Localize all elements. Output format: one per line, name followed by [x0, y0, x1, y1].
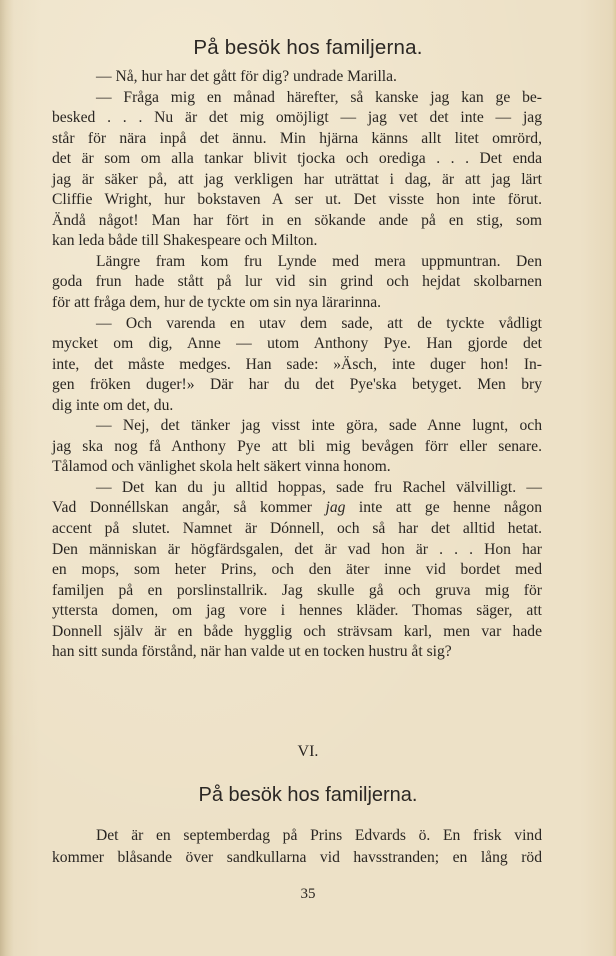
text-line: — Nå, hur har det gått för dig? undrade Marilla. [96, 68, 397, 85]
text-line: Längre fram kom fru Lynde med mera uppmuntran. Den [96, 252, 542, 270]
text-line: Den människan är högfärdsgalen, det är vad hon är . . . Hon har [52, 540, 542, 558]
text-line: goda frun hade stått på lur vid sin grind och hejdat skolbarnen [52, 273, 542, 291]
text-line: Ändå något! Man har fört in en sökande ande på en stig, som [52, 211, 542, 229]
text-line: besked . . . Nu är det mig omöjligt — jag vet det inte — jag [52, 109, 542, 127]
text-line: Vad Donnéllskan angår, så kommer jag inte att ge henne någon [52, 499, 542, 517]
text-line: Cliffie Wright, hur bokstaven A ser ut. Det visste hon inte förut. [52, 191, 542, 209]
text-line: yttersta domen, om jag vore i hennes kläder. Thomas säger, att [52, 602, 542, 620]
text-line: mycket om dig, Anne — utom Anthony Pye. Han gjorde det [52, 335, 542, 353]
text-line: jag ska nog få Anthony Pye att bli mig bevågen förr eller senare. [52, 437, 542, 455]
text-line: kommer blåsande över sandkullarna vid havsstranden; en lång röd [52, 848, 542, 866]
text-line: jag är säker på, att jag verkligen har uträttat i dag, är att jag lärt [52, 170, 542, 188]
text-line: kan leda både till Shakespeare och Milton. [52, 232, 318, 250]
text-line: gen fröken duger!» Där har du det Pye'ska betyget. Men bry [52, 376, 542, 394]
text-line: familjen på en porslinstallrik. Jag skulle gå och gruva mig för [52, 581, 542, 599]
text-line: accent på slutet. Namnet är Dónnell, och så har det alltid hetat. [52, 520, 542, 538]
text-line: — Det kan du ju alltid hoppas, sade fru Rachel välvilligt. — [96, 478, 542, 496]
page-number: 35 [300, 886, 316, 902]
chapter-title: På besök hos familjerna. [198, 784, 418, 806]
text-line: inte, det måste medges. Han sade: »Äsch, inte duger hon! In- [52, 355, 542, 373]
text-line: Det är en septemberdag på Prins Edvards ö. En frisk vind [96, 827, 542, 844]
body-text [52, 67, 542, 663]
text-line: för att fråga dem, hur de tyckte om sin nya lärarinna. [52, 294, 382, 312]
text-line: står för nära inpå det ännu. Min hjärna känns allt litet omrörd, [52, 129, 542, 147]
text-line: — Nej, det tänker jag visst inte göra, sade Anne lugnt, och [96, 417, 542, 435]
text-line: Tålamod och vänlighet skola helt säkert vinna honom. [52, 458, 391, 476]
text-line: det är som om alla tankar blivit tjocka och orediga . . . Det enda [52, 150, 542, 168]
text-line: — Fråga mig en månad härefter, så kanske jag kan ge be- [96, 88, 542, 106]
text-line: han sitt sunda förstånd, när han valde ut en tocken hustru åt sig? [52, 643, 452, 661]
running-head: På besök hos familjerna. [193, 36, 423, 59]
chapter-number: VI. [297, 743, 319, 760]
text-line: — Och varenda en utav dem sade, att de tyckte vådligt [96, 314, 542, 332]
text-line: Donnell själv är en både hygglig och strävsam karl, men var hade [52, 622, 542, 640]
chapter-opening-text [52, 825, 542, 868]
emphasis: jag [325, 499, 346, 517]
text-line: dig inte om det, du. [52, 396, 174, 414]
text-line: en mops, som heter Prins, och den äter inne vid bordet med [52, 561, 542, 579]
